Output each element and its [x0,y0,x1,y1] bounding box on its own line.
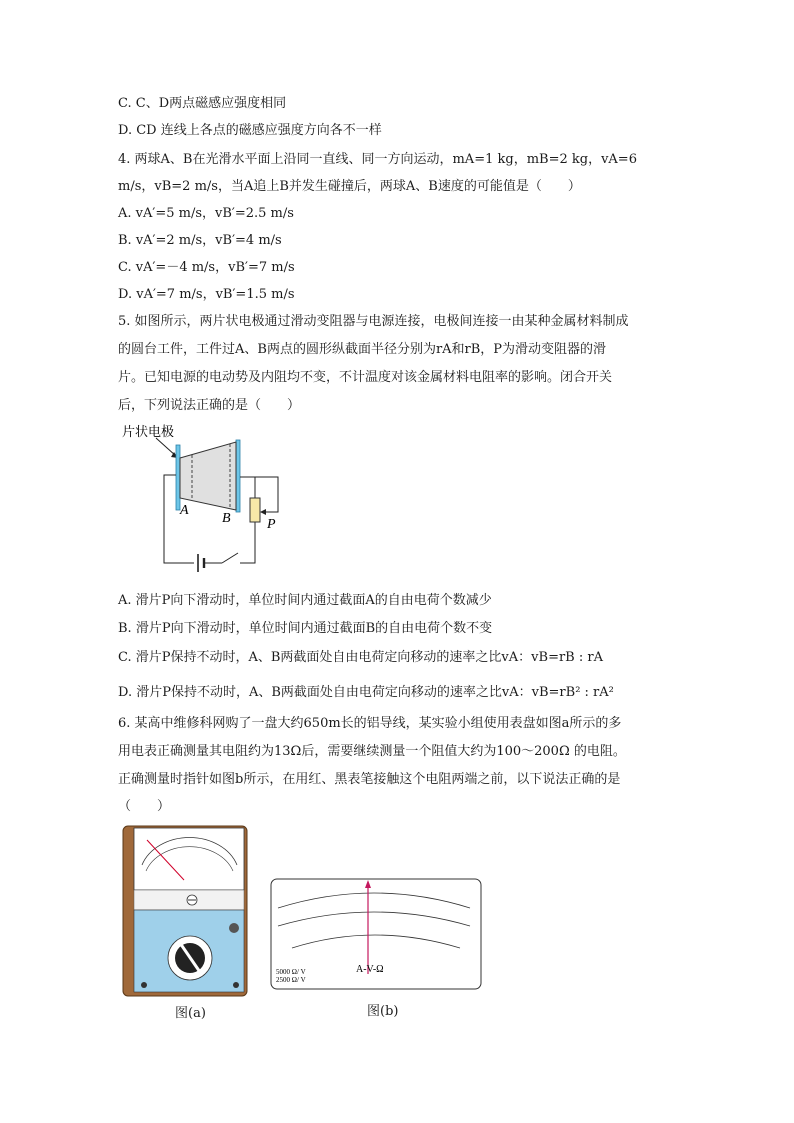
meter-dial-figure-b [270,878,482,990]
left-electrode [176,445,180,510]
q3-option-c: C. C、D两点磁感应强度相同 [118,96,287,111]
ohm-adjust-knob [229,923,239,933]
q3-option-d: D. CD 连线上各点的磁感应强度方向各不一样 [118,123,382,138]
q5-circuit-diagram [118,420,288,580]
bottom-wire-b [240,522,255,563]
jack-left [141,982,147,988]
label-p: P [267,517,276,532]
meter-b-spec2: 2500 Ω/ V [276,976,306,984]
q6-stem-line2: 用电表正确测量其电阻约为13Ω后，需要继续测量一个阻值大约为100～200Ω 的电阻。 [118,744,626,759]
caption-figure-a: 图(a) [175,1006,206,1021]
q5-stem-line1: 5. 如图所示，两片状电极通过滑动变阻器与电源连接，电极间连接一由某种金属材料制成 [118,314,629,329]
caption-figure-b: 图(b) [367,1004,399,1019]
frustum-workpiece [180,442,236,510]
right-wire [240,477,255,498]
q5-option-d: D. 滑片P保持不动时，A、B两截面处自由电荷定向移动的速率之比vA：vB=rB² : rA² [118,685,614,700]
q6-stem-line1: 6. 某高中维修科网购了一盘大约650m长的铝导线，某实验小组使用表盘如图a所示的多 [118,716,622,731]
slider-arrow [260,509,266,515]
q4-option-d: D. vA′=7 m/s，vB′=1.5 m/s [118,287,295,302]
q4-option-b: B. vA′=2 m/s，vB′=4 m/s [118,233,282,248]
electrode-label: 片状电极 [122,424,175,439]
label-b: B [222,511,231,526]
q4-stem-line2: m/s，vB=2 m/s，当A追上B并发生碰撞后，两球A、B速度的可能值是（ ） [118,179,581,194]
multimeter-figure-a [122,825,248,997]
q5-stem-line3: 片。已知电源的电动势及内阻均不变，不计温度对该金属材料电阻率的影响。闭合开关 [118,370,613,385]
q5-option-b: B. 滑片P向下滑动时，单位时间内通过截面B的自由电荷个数不变 [118,621,493,636]
meter-b-spec1: 5000 Ω/ V [276,968,306,976]
q5-option-a: A. 滑片P向下滑动时，单位时间内通过截面A的自由电荷个数减少 [118,593,492,608]
q5-stem-line4: 后，下列说法正确的是（ ） [118,398,301,413]
jack-right [233,982,239,988]
electrode-pointer [156,438,176,456]
label-a: A [180,503,189,518]
rheostat [250,498,260,522]
q4-stem-line1: 4. 两球A、B在光滑水平面上沿同一直线、同一方向运动，mA=1 kg，mB=2 kg，vA=6 [118,152,637,167]
right-electrode [236,440,240,512]
q4-option-a: A. vA′=5 m/s，vB′=2.5 m/s [118,206,294,221]
meter-b-label: A-V-Ω [356,964,384,975]
q6-stem-line4: （ ） [118,799,171,814]
switch-blade [222,553,238,563]
q6-stem-line3: 正确测量时指针如图b所示，在用红、黑表笔接触这个电阻两端之前，以下说法正确的是 [118,772,621,787]
q5-stem-line2: 的圆台工件，工件过A、B两点的圆形纵截面半径分别为rA和rB，P为滑动变阻器的滑 [118,342,607,357]
q4-option-c: C. vA′=－4 m/s，vB′=7 m/s [118,260,295,275]
q5-option-c: C. 滑片P保持不动时，A、B两截面处自由电荷定向移动的速率之比vA：vB=rB : rA [118,650,603,665]
